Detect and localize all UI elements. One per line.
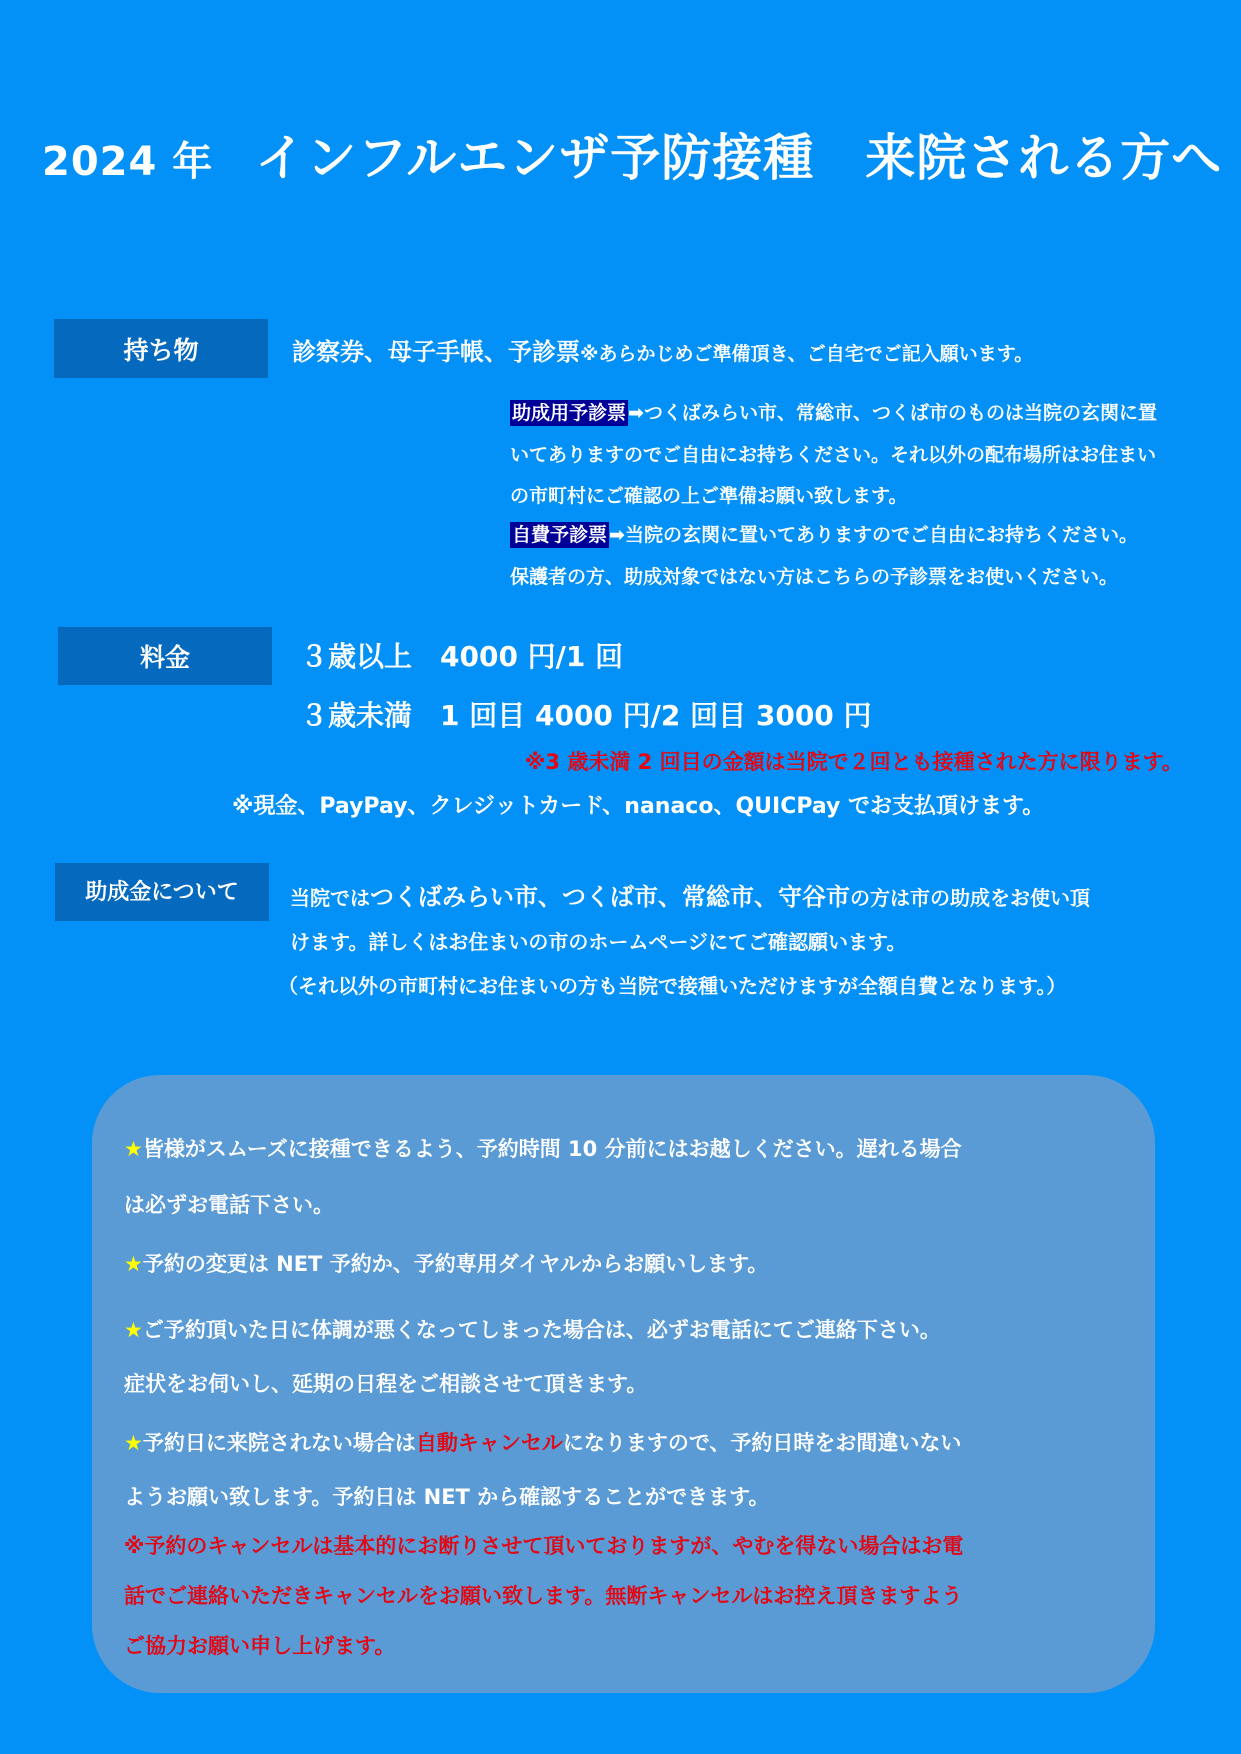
arrow-icon: ➡ (609, 524, 625, 546)
payment-methods: ※現金、PayPay、クレジットカード、nanaco、QUICPay でお支払頂けます。 (232, 794, 1045, 819)
notice-1-line-2: は必ずお電話下さい。 (124, 1193, 334, 1217)
star-icon: ★ (124, 1252, 143, 1276)
subsidy-cities: つくばみらい市、つくば市、常総市、守谷市 (370, 883, 850, 911)
star-icon: ★ (124, 1137, 143, 1161)
belongings-note: ※あらかじめご準備頂き、ご自宅でご記入願います。 (580, 343, 1034, 365)
notice-4-pre: 予約日に来院されない場合は (142, 1431, 416, 1455)
subsidy-line-3: （それ以外の市町村にお住まいの方も当院で接種いただけますが全額自費となります。） (278, 974, 1067, 998)
notice-3-text: ご予約頂いた日に体調が悪くなってしまった場合は、必ずお電話にてご連絡下さい。 (142, 1318, 941, 1342)
arrow-icon: ➡ (628, 402, 644, 424)
notice-4-line-1 (124, 1427, 961, 1457)
title-year: 2024 年 (42, 139, 214, 185)
subsidy-line-1-post: の方は市の助成をお使い頂 (850, 886, 1090, 910)
notice-2-text: 予約の変更は NET 予約か、予約専用ダイヤルからお願いします。 (142, 1252, 769, 1276)
fee-label: 料金 (58, 627, 272, 685)
notice-2-line-1 (124, 1248, 768, 1278)
self-pay-form-tag: 自費予診票 (512, 524, 608, 546)
fee-line-1: ３歳以上 4000 円/1 回 (300, 640, 624, 673)
fee-note: ※3 歳未満 2 回目の金額は当院で２回とも接種された方に限ります。 (525, 750, 1183, 774)
notice-3-line-1 (124, 1314, 941, 1344)
subsidy-line-1-pre: 当院では (290, 886, 370, 910)
belongings-label: 持ち物 (54, 319, 268, 378)
belongings-items: 診察券、母子手帳、予診票 (292, 338, 580, 366)
self-pay-form-line-1 (510, 520, 1138, 547)
notice-1-line-1 (124, 1133, 962, 1163)
cancel-policy-line-2: 話でご連絡いただきキャンセルをお願い致します。無断キャンセルはお控え頂きますよう (124, 1584, 963, 1608)
subsidy-line-1 (290, 877, 1090, 912)
subsidy-form-text-1: つくばみらい市、常総市、つくば市のものは当院の玄関に置 (643, 402, 1157, 424)
notice-3-line-2: 症状をお伺いし、延期の日程をご相談させて頂きます。 (124, 1372, 648, 1396)
belongings-items-line (292, 332, 1033, 367)
self-pay-form-text-1: 当院の玄関に置いてありますのでご自由にお持ちください。 (624, 524, 1138, 546)
notice-4-post: になりますので、予約日時をお間違いない (562, 1431, 962, 1455)
auto-cancel-text: 自動キャンセル (415, 1431, 563, 1455)
fee-line-2: ３歳未満 1 回目 4000 円/2 回目 3000 円 (300, 699, 872, 732)
star-icon: ★ (124, 1431, 143, 1455)
subsidy-form-line-2: いてありますのでご自由にお持ちください。それ以外の配布場所はお住まい (510, 444, 1157, 466)
title-main: インフルエンザ予防接種 来院される方へ (255, 129, 1223, 187)
notice-4-line-2: ようお願い致します。予約日は NET から確認することができます。 (124, 1485, 770, 1509)
subsidy-form-line-1 (510, 398, 1157, 425)
subsidy-label: 助成金について (55, 863, 269, 921)
star-icon: ★ (124, 1318, 143, 1342)
cancel-policy-line-3: ご協力お願い申し上げます。 (124, 1634, 396, 1658)
page-title (42, 118, 1222, 190)
notice-1-text: 皆様がスムーズに接種できるよう、予約時間 10 分前にはお越しください。遅れる場合 (142, 1137, 962, 1161)
subsidy-form-tag: 助成用予診票 (512, 402, 627, 424)
subsidy-line-2: けます。詳しくはお住まいの市のホームページにてご確認願います。 (290, 930, 907, 954)
subsidy-form-line-3: の市町村にご確認の上ご準備お願い致します。 (510, 485, 908, 507)
self-pay-form-line-2: 保護者の方、助成対象ではない方はこちらの予診票をお使いください。 (510, 566, 1119, 588)
cancel-policy-line-1: ※予約のキャンセルは基本的にお断りさせて頂いておりますが、やむを得ない場合はお電 (124, 1534, 964, 1558)
